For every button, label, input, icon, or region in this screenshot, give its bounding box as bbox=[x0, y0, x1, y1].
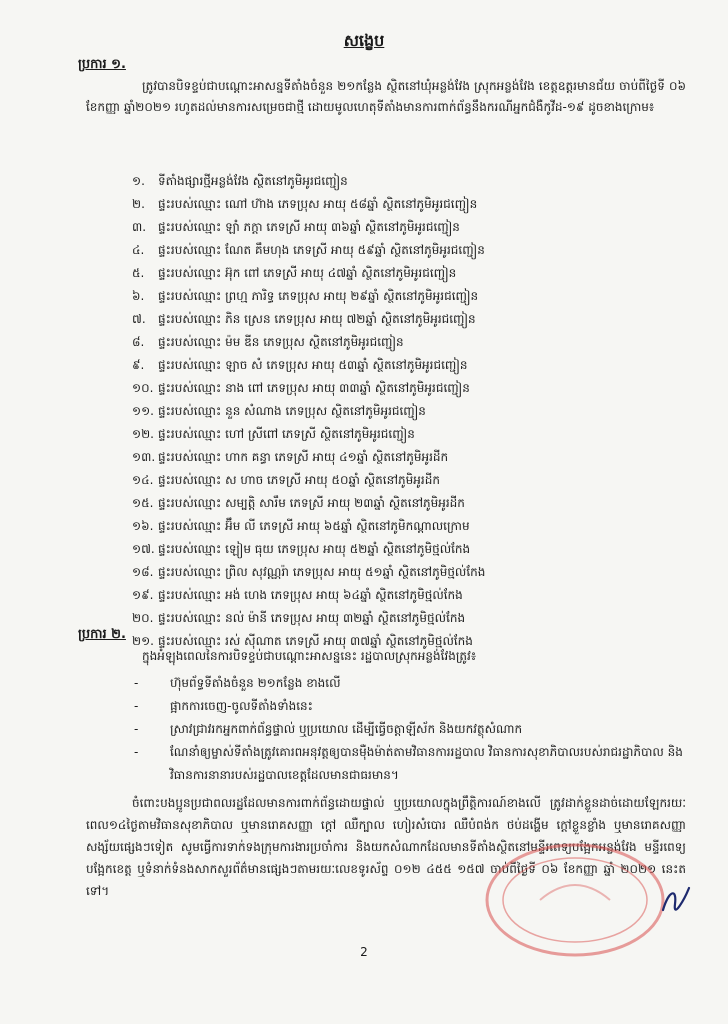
list-item-number: ៤. bbox=[132, 243, 145, 257]
list-item-number: ១៩. bbox=[132, 588, 154, 602]
list-item-number: ១៧. bbox=[132, 542, 155, 556]
bullet-dash: - bbox=[134, 745, 139, 759]
list-item bbox=[132, 262, 692, 285]
list-item-number: ២០. bbox=[132, 611, 154, 625]
page-number: 2 bbox=[360, 945, 368, 959]
article-1-intro-text: ត្រូវបានបិទខ្ទប់ជាបណ្តោះអាសន្នទីតាំងចំនួន ២១កន្លែង ស្ថិតនៅឃុំអន្លង់វែង ស្រុកអន្លង់វែង ខេត្តឧត្តរមានជ័យ ចាប់ពីថ្ងៃទី ០៦ ខែកញ្ញា ឆ្នាំ២០២១ រហូតដល់មានការសម្រេចជាថ្មី ដោយមូលហេតុទីតាំងមានការពាក់ព័ន្ធនឹងករណីអ្នកជំងឺកូវីដ-១៩ ដូចខាងក្រោម៖ bbox=[86, 79, 686, 114]
task-text: ហ៊ុមព័ទ្ធទីតាំងចំនួន ២១កន្លែង ខាងលើ bbox=[170, 676, 341, 690]
task-item bbox=[134, 695, 694, 718]
task-item bbox=[134, 741, 694, 787]
list-item-number: ៧. bbox=[132, 312, 146, 326]
task-item bbox=[134, 672, 694, 695]
list-item-text: ផ្ទះរបស់ឈ្មោះ អ៊ឹម លី ភេទស្រី អាយុ ៦៥ឆ្នាំ ស្ថិតនៅភូមិកណ្តាលក្រោម bbox=[158, 519, 470, 533]
list-item-number: ១៣. bbox=[132, 450, 156, 464]
list-item bbox=[132, 561, 692, 584]
list-item-number: ១២. bbox=[132, 427, 154, 441]
list-item bbox=[132, 239, 692, 262]
list-item bbox=[132, 377, 692, 400]
official-seal bbox=[480, 840, 670, 960]
list-item bbox=[132, 400, 692, 423]
list-item bbox=[132, 469, 692, 492]
list-item-text: ផ្ទះរបស់ឈ្មោះ អ៊ុក ពៅ ភេទស្រី អាយុ ៤៧ឆ្នាំ ស្ថិតនៅភូមិអូរជញ្ជៀន bbox=[158, 266, 457, 280]
list-item bbox=[132, 515, 692, 538]
list-item-number: ៦. bbox=[132, 289, 145, 303]
list-item-number: ១. bbox=[132, 174, 145, 188]
list-item-text: ផ្ទះរបស់ឈ្មោះ ស ហាច ភេទស្រី អាយុ ៥០ឆ្នាំ ស្ថិតនៅភូមិអូរដីក bbox=[158, 473, 440, 487]
list-item-number: ១៨. bbox=[132, 565, 154, 579]
list-item-text: ផ្ទះរបស់ឈ្មោះ ឡៀម ធុយ ភេទប្រុស អាយុ ៥២ឆ្នាំ ស្ថិតនៅភូមិថ្មល់កែង bbox=[158, 542, 471, 556]
list-item bbox=[132, 285, 692, 308]
list-item-text: ផ្ទះរបស់ឈ្មោះ រស់ ស៊ីណាត ភេទស្រី អាយុ ៣៧ឆ្នាំ ស្ថិតនៅភូមិថ្មល់កែង bbox=[158, 634, 473, 648]
list-item bbox=[132, 170, 692, 193]
task-text: ស្រាវជ្រាវរកអ្នកពាក់ព័ន្ធផ្ទាល់ ឬប្រយោល ដើម្បីធ្វើចត្តាឡីស័ក និងយកវត្ថុសំណាក bbox=[170, 722, 523, 736]
list-item bbox=[132, 423, 692, 446]
list-item bbox=[132, 193, 692, 216]
article-2-intro: ក្នុងអំឡុងពេលនៃការបិទខ្ទប់ជាបណ្តោះអាសន្ននេះ រដ្ឋបាលស្រុកអន្លង់វែងត្រូវ៖ bbox=[142, 649, 477, 663]
article-1-intro bbox=[86, 76, 686, 118]
list-item-number: ៣. bbox=[132, 220, 147, 234]
task-text: ផ្អាកការចេញ-ចូលទីតាំងទាំងនេះ bbox=[170, 699, 313, 713]
list-item-number: ៥. bbox=[132, 266, 145, 280]
task-item bbox=[134, 718, 694, 741]
document-title: សង្ខេប bbox=[343, 31, 385, 50]
list-item-number: ១៥. bbox=[132, 496, 154, 510]
list-item-number: ៩. bbox=[132, 358, 145, 372]
list-item-text: ផ្ទះរបស់ឈ្មោះ ឡាច សំ ភេទប្រុស អាយុ ៥៣ឆ្នាំ ស្ថិតនៅភូមិអូរជញ្ជៀន bbox=[158, 358, 468, 372]
list-item-number: ១៦. bbox=[132, 519, 154, 533]
list-item-number: ២. bbox=[132, 197, 145, 211]
bullet-dash: - bbox=[134, 676, 139, 690]
closing-text: ចំពោះបងប្អូនប្រជាពលរដ្ឋដែលមានការពាក់ព័ន្ធដោយផ្ទាល់ ឬប្រយោលក្នុងព្រឹត្តិការណ៍ខាងលើ ត្រូវដាក់ខ្លួនដាច់ដោយឡែករយៈពេល១៤ថ្ងៃតាមវិធានសុខាភិបាល ឬមានរោគសញ្ញា ក្តៅ ឈឺក្បាល ហៀរសំបោរ ឈឺបំពង់ក ថប់ដង្ហើម ក្តៅខ្លួនខ្លាំង ឬមានរោគសញ្ញាសង្ស័យផ្សេងៗទៀត សូមធ្វើការទាក់ទងក្រុមការងារប្រចាំការ និងយកសំណាកដែលមានទីតាំងស្ថិតនៅមន្ទីរពេទ្យបង្អែកអន្លង់វែង មន្ទីរពេទ្យបង្អែកខេត្ត ឬទំនាក់ទំនងសាកសួរព័ត៌មានផ្សេងៗតាមរយៈលេខទូរស័ព្ទ ០១២ ៤៥៥ ១៥៧ ចាប់ពីថ្ងៃទី ០៦ ខែកញ្ញា ឆ្នាំ ២០២១ នេះតទៅ។ bbox=[86, 796, 686, 898]
list-item-text: ផ្ទះរបស់ឈ្មោះ ព្រហ្ម ភារិទ្ធ ភេទប្រុស អាយុ ២៩ឆ្នាំ ស្ថិតនៅភូមិអូរជញ្ជៀន bbox=[158, 289, 479, 303]
list-item-text: ផ្ទះរបស់ឈ្មោះ ហៅ ស្រីពៅ ភេទស្រី ស្ថិតនៅភូមិអូរជញ្ជៀន bbox=[158, 427, 415, 441]
list-item-text: ផ្ទះរបស់ឈ្មោះ ព្រិល សុវណ្ណរ៉ា ភេទប្រុស អាយុ ៥១ឆ្នាំ ស្ថិតនៅភូមិថ្មល់កែង bbox=[158, 565, 486, 579]
closure-location-list bbox=[132, 170, 692, 653]
list-item bbox=[132, 308, 692, 331]
list-item-text: ផ្ទះរបស់ឈ្មោះ ឡាំ ភក្តា ភេទស្រី អាយុ ៣៦ឆ្នាំ ស្ថិតនៅភូមិអូរជញ្ជៀន bbox=[158, 220, 460, 234]
signature-mark bbox=[655, 880, 695, 920]
list-item-text: ផ្ទះរបស់ឈ្មោះ អង់ ហេង ភេទប្រុស អាយុ ៦៤ឆ្នាំ ស្ថិតនៅភូមិថ្មល់កែង bbox=[158, 588, 463, 602]
list-item-number: ៨. bbox=[132, 335, 145, 349]
task-text: ណែនាំឲ្យម្ចាស់ទីតាំងត្រូវគោរពអនុវត្តឲ្យបានម៉ឺងម៉ាត់តាមវិធានការរដ្ឋបាល វិធានការសុខាភិបាលរបស់រាជរដ្ឋាភិបាល និងវិធានការនានារបស់រដ្ឋបាលខេត្តដែលមានជាធរមាន។ bbox=[170, 745, 683, 782]
list-item bbox=[132, 216, 692, 239]
list-item-text: ទីតាំងផ្សារថ្មីអន្លង់វែង ស្ថិតនៅភូមិអូរជញ្ជៀន bbox=[158, 174, 348, 188]
list-item-number: ១០. bbox=[132, 381, 154, 395]
list-item bbox=[132, 538, 692, 561]
list-item-text: ផ្ទះរបស់ឈ្មោះ ណៅ ហ៊ាង ភេទប្រុស អាយុ ៥៨ឆ្នាំ ស្ថិតនៅភូមិអូរជញ្ជៀន bbox=[158, 197, 478, 211]
list-item bbox=[132, 492, 692, 515]
list-item-text: ផ្ទះរបស់ឈ្មោះ ភិន ស្រេន ភេទប្រុស អាយុ ៧២ឆ្នាំ ស្ថិតនៅភូមិអូរជញ្ជៀន bbox=[158, 312, 476, 326]
article-1-heading: ប្រការ ១. bbox=[78, 57, 126, 72]
list-item bbox=[132, 446, 692, 469]
list-item-text: ផ្ទះរបស់ឈ្មោះ ហាក គន្ធា ភេទស្រី អាយុ ៤១ឆ្នាំ ស្ថិតនៅភូមិអូរដីក bbox=[158, 450, 449, 464]
list-item-text: ផ្ទះរបស់ឈ្មោះ នួន សំណាង ភេទប្រុស ស្ថិតនៅភូមិអូរជញ្ជៀន bbox=[158, 404, 426, 418]
list-item-number: ២១. bbox=[132, 634, 154, 648]
list-item-number: ១៤. bbox=[132, 473, 154, 487]
article-2-heading: ប្រការ ២. bbox=[78, 627, 126, 642]
list-item-number: ១១. bbox=[132, 404, 154, 418]
list-item bbox=[132, 354, 692, 377]
list-item-text: ផ្ទះរបស់ឈ្មោះ នល់ ម៉ានី ភេទប្រុស អាយុ ៣២ឆ្នាំ ស្ថិតនៅភូមិថ្មល់កែង bbox=[158, 611, 466, 625]
list-item bbox=[132, 331, 692, 354]
task-list bbox=[134, 672, 694, 787]
list-item-text: ផ្ទះរបស់ឈ្មោះ នាង ពៅ ភេទប្រុស អាយុ ៣៣ឆ្នាំ ស្ថិតនៅភូមិអូរជញ្ជៀន bbox=[158, 381, 470, 395]
list-item bbox=[132, 584, 692, 607]
list-item-text: ផ្ទះរបស់ឈ្មោះ សម្បត្តិ សារឹម ភេទស្រី អាយុ ២៣ឆ្នាំ ស្ថិតនៅភូមិអូរដីក bbox=[158, 496, 465, 510]
bullet-dash: - bbox=[134, 699, 139, 713]
list-item-text: ផ្ទះរបស់ឈ្មោះ ណែត គឹមហុង ភេទស្រី អាយុ ៥៩ឆ្នាំ ស្ថិតនៅភូមិអូរជញ្ជៀន bbox=[158, 243, 485, 257]
bullet-dash: - bbox=[134, 722, 139, 736]
list-item bbox=[132, 607, 692, 630]
list-item-text: ផ្ទះរបស់ឈ្មោះ ម៉ម ឌីន ភេទប្រុស ស្ថិតនៅភូមិអូរជញ្ជៀន bbox=[158, 335, 404, 349]
